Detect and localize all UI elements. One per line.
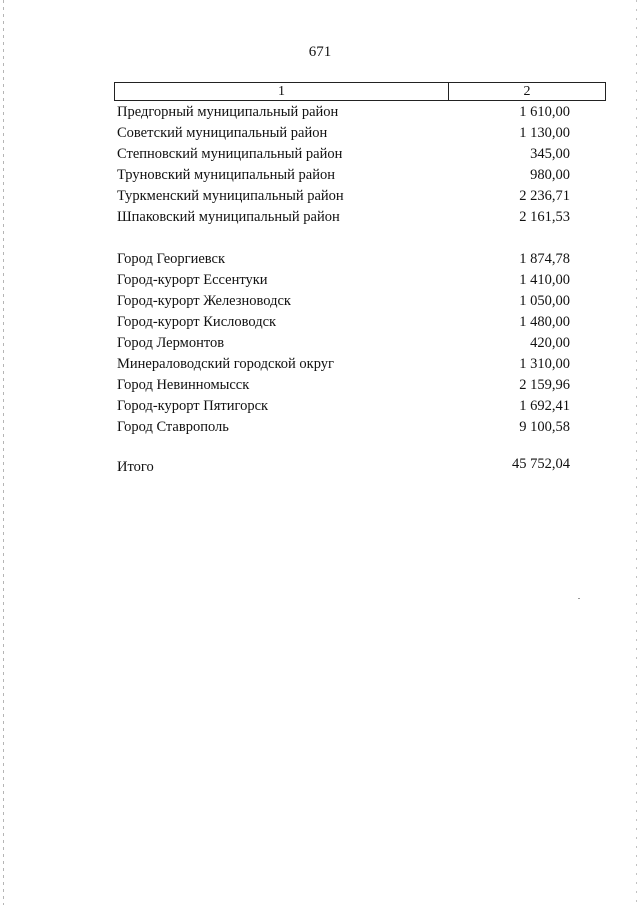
table-row [117, 186, 570, 206]
row-value: 2 236,71 [519, 187, 570, 204]
row-value: 1 480,00 [519, 313, 570, 330]
table-row [117, 396, 570, 416]
row-value: 1 310,00 [519, 355, 570, 372]
table-row [117, 207, 570, 227]
table-row [117, 102, 570, 122]
table-row [117, 165, 570, 185]
row-name: Город Невинномысск [117, 376, 250, 393]
row-name: Город-курорт Пятигорск [117, 397, 269, 414]
row-value: 1 410,00 [519, 271, 570, 288]
table-row [117, 417, 570, 437]
row-name: Труновский муниципальный район [117, 166, 335, 183]
row-name: Туркменский муниципальный район [117, 187, 344, 204]
total-label: Итого [117, 458, 154, 475]
row-name: Город Ставрополь [117, 418, 229, 435]
table-row [117, 312, 570, 332]
row-value: 980,00 [530, 166, 570, 183]
row-name: Шпаковский муниципальный район [117, 208, 340, 225]
scan-speck [578, 598, 580, 599]
row-name: Город Георгиевск [117, 250, 226, 267]
row-value: 345,00 [530, 145, 570, 162]
row-value: 9 100,58 [519, 418, 570, 435]
row-value: 2 159,96 [519, 376, 570, 393]
row-name: Предгорный муниципальный район [117, 103, 339, 120]
row-name: Минераловодский городской округ [117, 355, 334, 372]
scan-edge-left [3, 0, 4, 905]
table-header [114, 82, 606, 101]
row-value: 1 692,41 [519, 397, 570, 414]
row-value: 1 050,00 [519, 292, 570, 309]
total-value: 45 752,04 [512, 455, 570, 472]
scan-edge-right [636, 0, 637, 905]
row-value: 2 161,53 [519, 208, 570, 225]
row-name: Город-курорт Железноводск [117, 292, 291, 309]
table-row [117, 249, 570, 269]
table-row [117, 333, 570, 353]
row-name: Город-курорт Кисловодск [117, 313, 277, 330]
row-value: 420,00 [530, 334, 570, 351]
table-row [117, 375, 570, 395]
row-value: 1 610,00 [519, 103, 570, 120]
table-row [117, 123, 570, 143]
table-row [117, 270, 570, 290]
table-row [117, 354, 570, 374]
table-row [117, 291, 570, 311]
row-name: Город-курорт Ессентуки [117, 271, 268, 288]
table-header-col2: 2 [523, 84, 531, 99]
table-row [117, 144, 570, 164]
page-number: 671 [308, 44, 332, 60]
row-name: Советский муниципальный район [117, 124, 328, 141]
total-row [117, 456, 570, 478]
table-header-col1: 1 [115, 83, 449, 100]
row-name: Степновский муниципальный район [117, 145, 343, 162]
row-value: 1 874,78 [519, 250, 570, 267]
row-name: Город Лермонтов [117, 334, 225, 351]
row-value: 1 130,00 [519, 124, 570, 141]
